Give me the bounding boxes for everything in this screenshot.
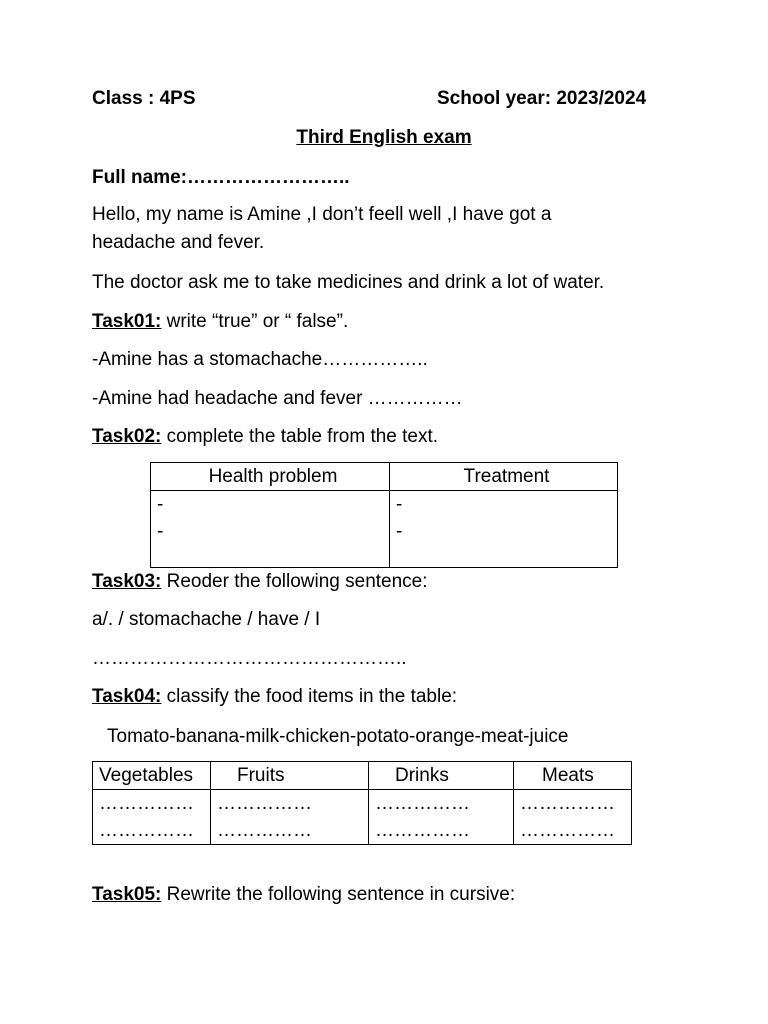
task01-label: Task01: [92,311,162,332]
task02-instruction: complete the table from the text. [161,426,439,447]
food-table-header-vegetables: Vegetables [93,762,211,790]
task05-instruction: Rewrite the following sentence in cursive: [161,884,516,905]
task01-item-2: -Amine had headache and fever …………… [92,388,463,409]
full-name-field: Full name:…………………….. [92,167,350,188]
passage-line-1: Hello, my name is Amine ,I don’t feell well ,I have got a [92,204,552,225]
task03-scrambled-sentence: a/. / stomachache / have / I [92,609,321,630]
food-table-header-meats: Meats [514,762,632,790]
task01-item-1: -Amine has a stomachache…………….. [92,349,428,370]
passage-line-2: headache and fever. [92,232,265,253]
drinks-cell [369,790,514,845]
task04-label: Task04: [92,686,162,707]
meats-blank-2: …………… [520,820,615,841]
vegetables-blank-2: …………… [99,820,194,841]
treatment-dash-2: - [396,521,403,542]
health-problem-cell [151,491,390,568]
class-label: Class : 4PS [92,88,196,109]
meats-blank-1: …………… [520,793,615,814]
treatment-dash-1: - [396,494,403,515]
task04-heading [92,686,457,708]
health-table-header-treatment: Treatment [390,463,618,491]
health-table [150,462,618,568]
meats-cell [514,790,632,845]
task03-answer-line: ………………………………………….. [92,648,407,669]
drinks-blank-1: …………… [375,793,470,814]
drinks-blank-2: …………… [375,820,470,841]
task05-heading [92,884,515,906]
vegetables-blank-1: …………… [99,793,194,814]
food-table [92,761,632,845]
task04-food-items: Tomato-banana-milk-chicken-potato-orange-meat-juice [107,726,569,747]
exam-title: Third English exam [296,127,472,148]
task02-label: Task02: [92,426,162,447]
fruits-blank-1: …………… [217,793,312,814]
fruits-cell [211,790,369,845]
task03-instruction: Reoder the following sentence: [161,571,428,592]
task01-heading [92,311,348,333]
fruits-blank-2: …………… [217,820,312,841]
task04-instruction: classify the food items in the table: [161,686,458,707]
health-problem-dash-1: - [157,494,164,515]
vegetables-cell [93,790,211,845]
task02-heading [92,426,438,448]
task03-heading [92,571,428,593]
health-problem-dash-2: - [157,521,164,542]
treatment-cell [390,491,618,568]
task05-label: Task05: [92,884,162,905]
food-table-header-drinks: Drinks [369,762,514,790]
task03-label: Task03: [92,571,162,592]
health-table-header-problem: Health problem [151,463,390,491]
passage-line-3: The doctor ask me to take medicines and drink a lot of water. [92,272,605,293]
school-year: School year: 2023/2024 [437,88,647,109]
task01-instruction: write “true” or “ false”. [161,311,349,332]
food-table-header-fruits: Fruits [211,762,369,790]
